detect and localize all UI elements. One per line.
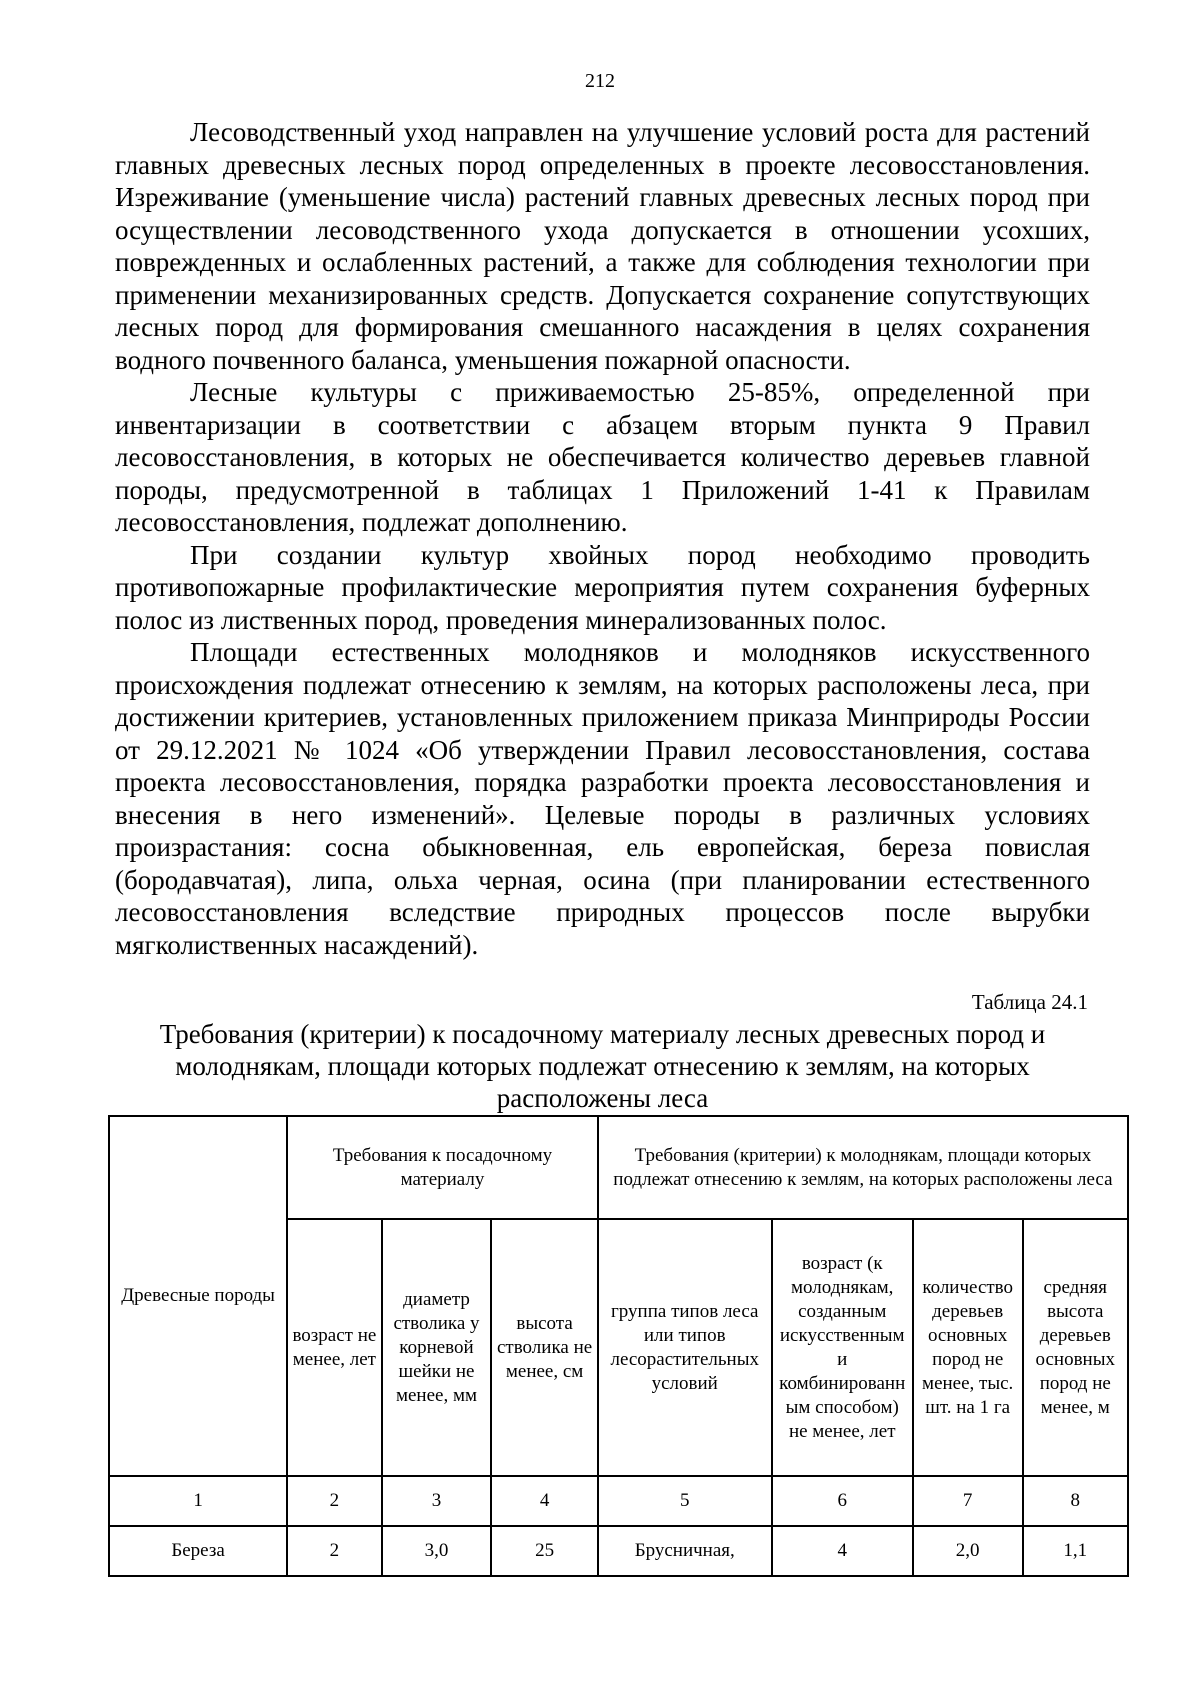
- paragraph-1: Лесоводственный уход направлен на улучшение условий роста для растений главных древесных лесных пород определенных в проекте лесовосстановления. Изреживание (уменьшение числа) растений главных древесных лесных пород при осуществлении лесоводственного ухода допускается в отношении усохших, поврежденных и ослабленных растений, а также для соблюдения технологии при применении механизированных средств. Допускается сохранение сопутствующих лесных пород для формирования смешанного насаждения в целях сохранения водного почвенного баланса, уменьшения пожарной опасности.: [115, 117, 1090, 375]
- header-forest-type: группа типов леса или типов лесорастительных условий: [598, 1219, 772, 1476]
- table-column-number-row: [109, 1476, 1128, 1526]
- column-number: 2: [287, 1476, 382, 1526]
- header-mean-height: средняя высота деревьев основных пород не менее, м: [1023, 1219, 1128, 1476]
- column-number: 4: [491, 1476, 597, 1526]
- requirements-table: [108, 1115, 1129, 1577]
- column-number: 8: [1023, 1476, 1128, 1526]
- cell-height: 25: [491, 1526, 597, 1576]
- table-row: [109, 1526, 1128, 1576]
- body-text: [115, 116, 1090, 961]
- cell-age: 2: [287, 1526, 382, 1576]
- header-group-young-stands: Требования (критерии) к молоднякам, площади которых подлежат отнесению к землям, на которых расположены леса: [598, 1116, 1128, 1219]
- column-number: 5: [598, 1476, 772, 1526]
- cell-tree-count: 2,0: [913, 1526, 1023, 1576]
- paragraph-4: Площади естественных молодняков и молодняков искусственного происхождения подлежат отнесению к землям, на которых расположены леса, при достижении критериев, установленных приложением приказа Минприроды России от 29.12.2021 № 1024 «Об утверждении Правил лесовосстановления, состава проекта лесовосстановления, порядка разработки проекта лесовосстановления и внесения в него изменений». Целевые породы в различных условиях произрастания: сосна обыкновенная, ель европейская, береза повислая (бородавчатая), липа, ольха черная, осина (при планировании естественного лесовосстановления вследствие природных процессов после вырубки мягколиственных насаждений).: [115, 637, 1090, 960]
- column-number: 7: [913, 1476, 1023, 1526]
- table-title: Требования (критерии) к посадочному материалу лесных древесных пород и молоднякам, площади которых подлежат отнесению к землям, на которых расположены леса: [159, 1019, 1046, 1113]
- header-height: высота стволика не менее, см: [491, 1219, 597, 1476]
- cell-young-age: 4: [772, 1526, 913, 1576]
- cell-forest-type: Брусничная,: [598, 1526, 772, 1576]
- header-group-planting-material: Требования к посадочному материалу: [287, 1116, 598, 1219]
- cell-mean-height: 1,1: [1023, 1526, 1128, 1576]
- page-number: 212: [585, 70, 615, 92]
- header-tree-count: количество деревьев основных пород не менее, тыс. шт. на 1 га: [913, 1219, 1023, 1476]
- header-species: Древесные породы: [109, 1116, 287, 1476]
- header-age: возраст не менее, лет: [287, 1219, 382, 1476]
- cell-diameter: 3,0: [382, 1526, 492, 1576]
- table-header-group-row: [109, 1116, 1128, 1219]
- header-diameter: диаметр стволика у корневой шейки не менее, мм: [382, 1219, 492, 1476]
- header-young-age: возраст (к молоднякам, созданным искусственными комбинированным способом) не менее, лет: [772, 1219, 913, 1476]
- paragraph-2: Лесные культуры с приживаемостью 25-85%, определенной при инвентаризации в соответствии с абзацем вторым пункта 9 Правил лесовосстановления, в которых не обеспечивается количество деревьев главной породы, предусмотренной в таблицах 1 Приложений 1-41 к Правилам лесовосстановления, подлежат дополнению.: [115, 377, 1090, 537]
- column-number: 1: [109, 1476, 287, 1526]
- paragraph-3: При создании культур хвойных пород необходимо проводить противопожарные профилактические мероприятия путем сохранения буферных полос из лиственных пород, проведения минерализованных полос.: [115, 539, 1090, 635]
- cell-species: Береза: [109, 1526, 287, 1576]
- table-label: Таблица 24.1: [971, 990, 1088, 1014]
- column-number: 3: [382, 1476, 492, 1526]
- column-number: 6: [772, 1476, 913, 1526]
